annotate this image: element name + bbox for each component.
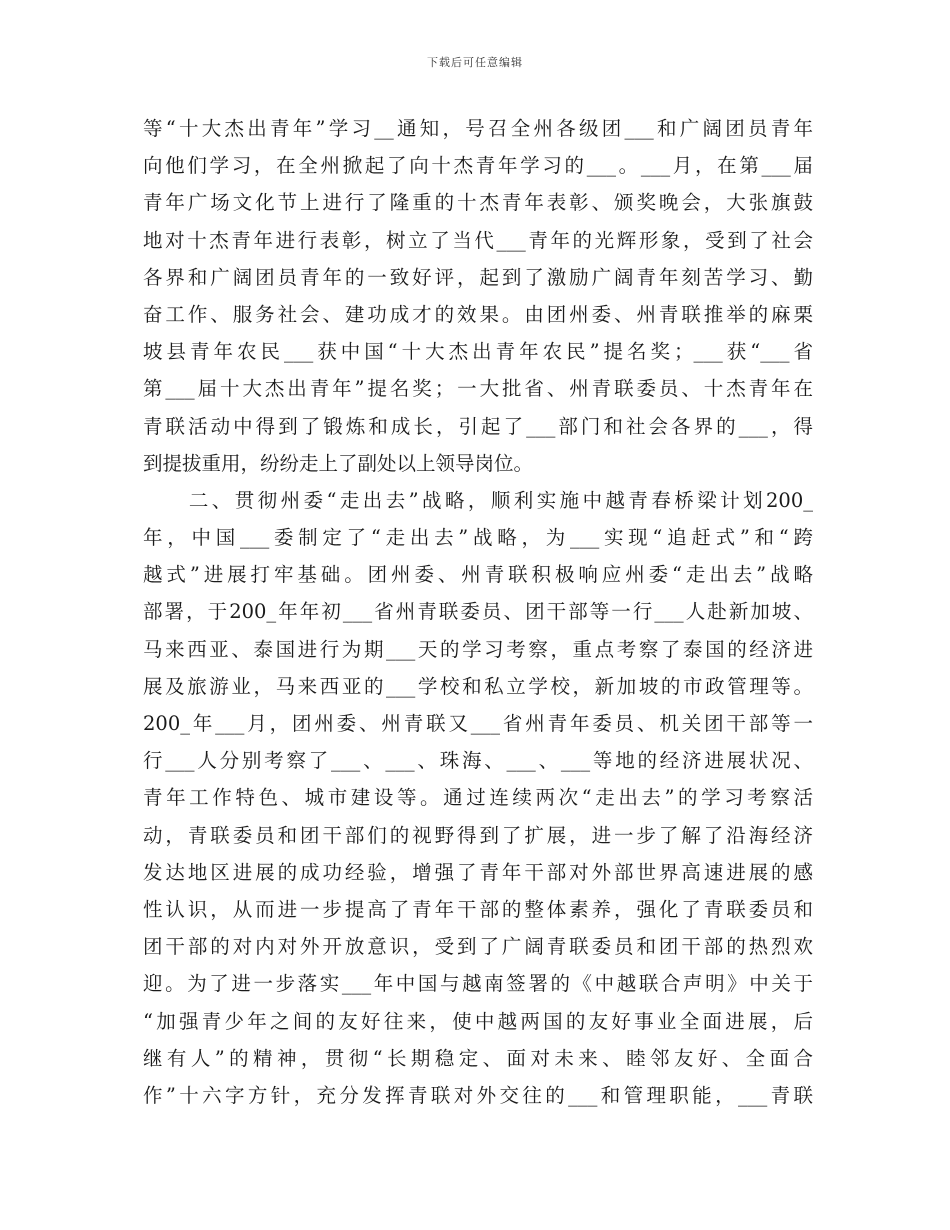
text-line: 各界和广阔团员青年的一致好评，起到了激励广阔青年刻苦学习、勤 bbox=[143, 265, 813, 289]
text-line: 迎。为了进一步落实___年中国与越南签署的《中越联合声明》中关于 bbox=[143, 972, 813, 996]
text-line: 青联活动中得到了锻炼和成长，引起了___部门和社会各界的___，得 bbox=[143, 414, 813, 438]
text-line: 年，中国___委制定了“走出去”战略，为___实现“追赶式”和“跨 bbox=[143, 526, 813, 550]
text-line: 团干部的对内对外开放意识，受到了广阔青联委员和团干部的热烈欢 bbox=[143, 935, 813, 959]
text-line: 越式”进展打牢基础。团州委、州青联积极响应州委“走出去”战略 bbox=[143, 563, 813, 587]
text-line: 200_年___月，团州委、州青联又___省州青年委员、机关团干部等一 bbox=[143, 712, 813, 735]
text-line: 作”十六字方针，充分发挥青联对外交往的___和管理职能，___青联 bbox=[143, 1083, 813, 1107]
text-line: 马来西亚、泰国进行为期___天的学习考察，重点考察了泰国的经济进 bbox=[143, 637, 813, 661]
text-line: 地对十杰青年进行表彰，树立了当代___青年的光辉形象，受到了社会 bbox=[143, 228, 813, 252]
text-line: 部署，于200_年年初___省州青联委员、团干部等一行___人赴新加坡、 bbox=[143, 600, 813, 624]
text-line: 青年工作特色、城市建设等。通过连续两次“走出去”的学习考察活 bbox=[143, 786, 813, 810]
text-line: 动，青联委员和团干部们的视野得到了扩展，进一步了解了沿海经济 bbox=[143, 823, 813, 847]
text-line: 性认识，从而进一步提高了青年干部的整体素养，强化了青联委员和 bbox=[143, 897, 813, 921]
text-line: 奋工作、服务社会、建功成才的效果。由团州委、州青联推举的麻栗 bbox=[143, 302, 813, 326]
text-line: 行___人分别考察了___、___、珠海、___、___等地的经济进展状况、 bbox=[143, 749, 813, 773]
text-line: 继有人”的精神，贯彻“长期稳定、面对未来、睦邻友好、全面合 bbox=[143, 1046, 813, 1070]
page-header: 下载后可任意编辑 bbox=[427, 56, 523, 69]
text-line: 青年广场文化节上进行了隆重的十杰青年表彰、颁奖晚会，大张旗鼓 bbox=[143, 191, 813, 215]
text-line: 向他们学习，在全州掀起了向十杰青年学习的___。___月，在第___届 bbox=[143, 154, 813, 178]
text-line: 到提拔重用，纷纷走上了副处以上领导岗位。 bbox=[143, 451, 534, 475]
text-line: 坡县青年农民___获中国“十大杰出青年农民”提名奖；___获“___省 bbox=[143, 340, 813, 364]
text-line: 发达地区进展的成功经验，增强了青年干部对外部世界高速进展的感 bbox=[143, 860, 813, 884]
text-line: 二、贯彻州委“走出去”战略，顺利实施中越青春桥梁计划200_ bbox=[143, 488, 813, 512]
text-line: 第___届十大杰出青年”提名奖；一大批省、州青联委员、十杰青年在 bbox=[143, 377, 813, 401]
text-line: 等“十大杰出青年”学习__通知，号召全州各级团___和广阔团员青年 bbox=[143, 117, 813, 140]
document-body bbox=[143, 110, 813, 1114]
text-line: “加强青少年之间的友好往来，使中越两国的友好事业全面进展，后 bbox=[143, 1009, 813, 1033]
text-line: 展及旅游业，马来西亚的___学校和私立学校，新加坡的市政管理等。 bbox=[143, 674, 813, 698]
